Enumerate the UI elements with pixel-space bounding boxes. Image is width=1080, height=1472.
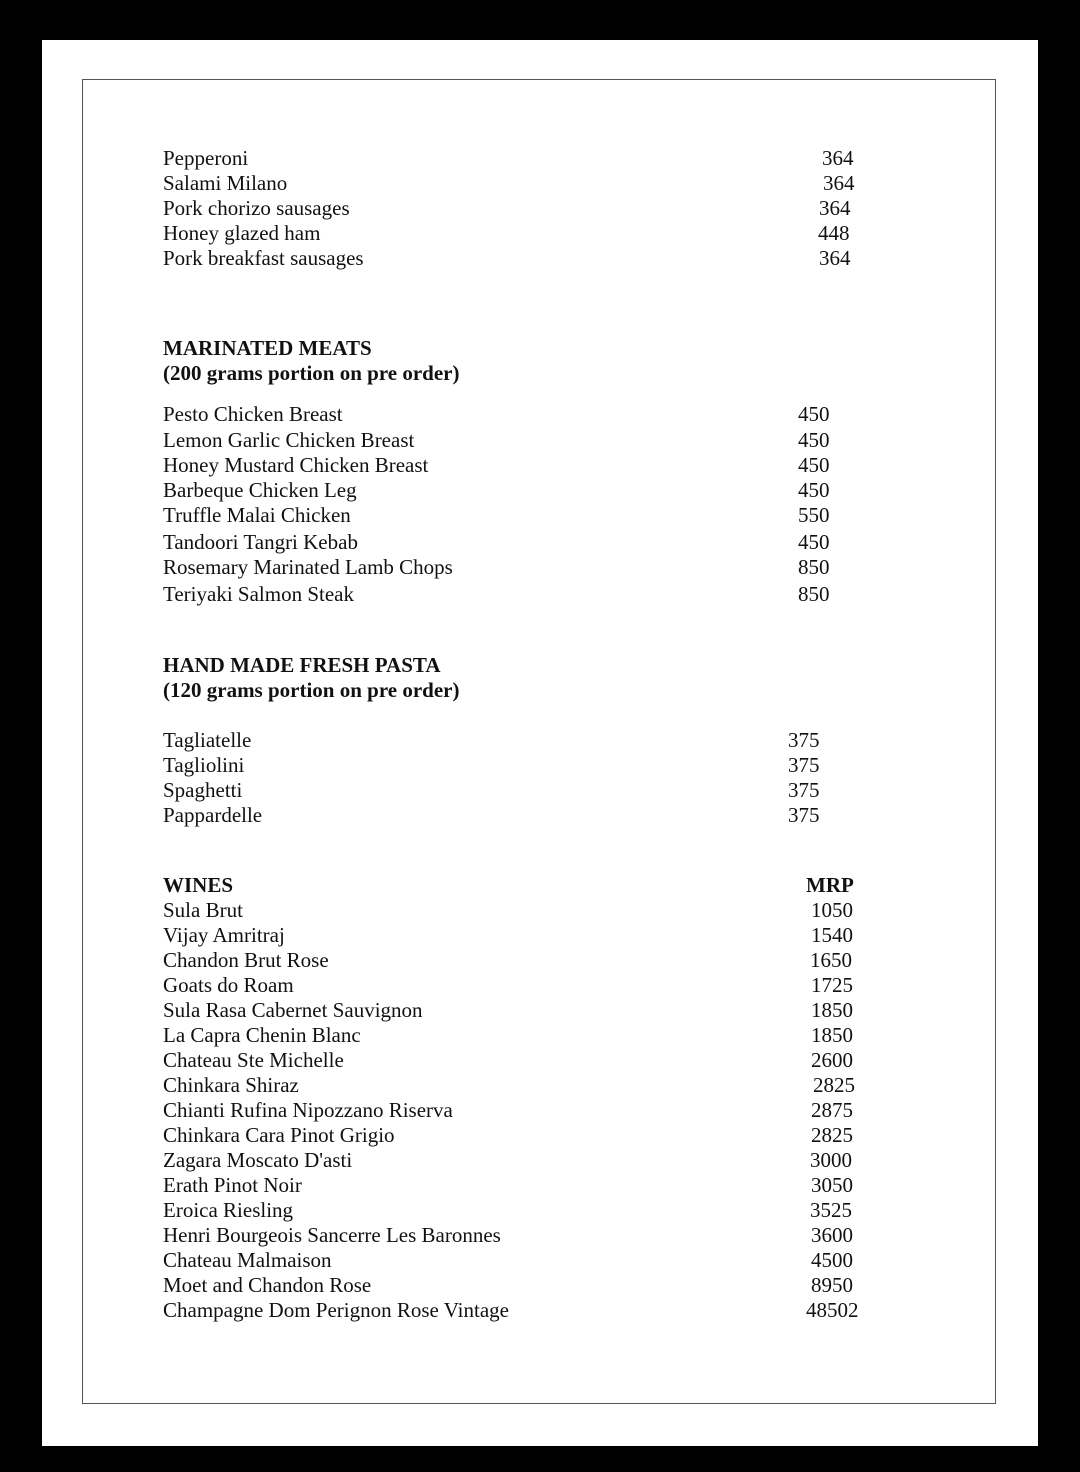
- menu-item-name: Moet and Chandon Rose: [163, 1273, 372, 1297]
- menu-item-price: 364: [819, 246, 851, 270]
- menu-item-name: Pork breakfast sausages: [163, 246, 364, 270]
- menu-item-name: Chateau Ste Michelle: [163, 1048, 344, 1072]
- menu-item-price: 364: [823, 171, 855, 195]
- menu-item-name: Tagliolini: [163, 753, 245, 777]
- section-title: HAND MADE FRESH PASTA: [163, 653, 441, 677]
- menu-item-name: Pork chorizo sausages: [163, 196, 350, 220]
- menu-item-price: 450: [798, 402, 830, 426]
- price-column-header: MRP: [806, 873, 854, 897]
- menu-item-price: 448: [818, 221, 850, 245]
- menu-item-name: Salami Milano: [163, 171, 288, 195]
- menu-item-name: Zagara Moscato D'asti: [163, 1148, 353, 1172]
- menu-item-name: Barbeque Chicken Leg: [163, 478, 357, 502]
- menu-item-name: Chandon Brut Rose: [163, 948, 329, 972]
- menu-item-name: Spaghetti: [163, 778, 243, 802]
- menu-item-price: 1050: [811, 898, 853, 922]
- section-subtitle: (120 grams portion on pre order): [163, 678, 460, 702]
- menu-item-price: 48502: [806, 1298, 859, 1322]
- menu-item-name: Erath Pinot Noir: [163, 1173, 302, 1197]
- menu-item-name: Chianti Rufina Nipozzano Riserva: [163, 1098, 453, 1122]
- menu-item-name: Chinkara Shiraz: [163, 1073, 299, 1097]
- menu-item-price: 375: [788, 728, 820, 752]
- menu-item-price: 1850: [811, 998, 853, 1022]
- menu-item-name: La Capra Chenin Blanc: [163, 1023, 361, 1047]
- menu-item-price: 3525: [810, 1198, 852, 1222]
- menu-item-price: 3600: [811, 1223, 853, 1247]
- menu-item-name: Sula Rasa Cabernet Sauvignon: [163, 998, 423, 1022]
- menu-item-price: 450: [798, 428, 830, 452]
- menu-item-name: Rosemary Marinated Lamb Chops: [163, 555, 453, 579]
- menu-item-name: Goats do Roam: [163, 973, 294, 997]
- menu-item-name: Tagliatelle: [163, 728, 252, 752]
- menu-item-price: 1850: [811, 1023, 853, 1047]
- menu-item-name: Pappardelle: [163, 803, 263, 827]
- menu-item-price: 450: [798, 478, 830, 502]
- menu-item-price: 450: [798, 453, 830, 477]
- menu-item-price: 364: [819, 196, 851, 220]
- menu-item-name: Teriyaki Salmon Steak: [163, 582, 354, 606]
- menu-item-name: Honey glazed ham: [163, 221, 321, 245]
- section-subtitle: (200 grams portion on pre order): [163, 361, 460, 385]
- menu-item-name: Pepperoni: [163, 146, 249, 170]
- menu-page: [42, 40, 1038, 1446]
- menu-item-name: Chinkara Cara Pinot Grigio: [163, 1123, 395, 1147]
- menu-item-price: 3050: [811, 1173, 853, 1197]
- menu-item-price: 850: [798, 582, 830, 606]
- menu-item-price: 4500: [811, 1248, 853, 1272]
- menu-item-name: Chateau Malmaison: [163, 1248, 332, 1272]
- menu-item-price: 375: [788, 753, 820, 777]
- menu-item-price: 3000: [810, 1148, 852, 1172]
- menu-item-price: 1650: [810, 948, 852, 972]
- menu-item-name: Truffle Malai Chicken: [163, 503, 351, 527]
- section-title: MARINATED MEATS: [163, 336, 372, 360]
- menu-item-price: 2875: [811, 1098, 853, 1122]
- menu-item-price: 450: [798, 530, 830, 554]
- menu-item-price: 2600: [811, 1048, 853, 1072]
- menu-item-price: 375: [788, 778, 820, 802]
- menu-item-price: 8950: [811, 1273, 853, 1297]
- menu-item-name: Pesto Chicken Breast: [163, 402, 343, 426]
- menu-item-name: Eroica Riesling: [163, 1198, 294, 1222]
- menu-item-price: 375: [788, 803, 820, 827]
- menu-item-price: 364: [822, 146, 854, 170]
- menu-item-price: 2825: [811, 1123, 853, 1147]
- menu-item-name: Honey Mustard Chicken Breast: [163, 453, 429, 477]
- menu-item-price: 550: [798, 503, 830, 527]
- menu-item-price: 1725: [811, 973, 853, 997]
- menu-item-name: Tandoori Tangri Kebab: [163, 530, 358, 554]
- menu-item-price: 2825: [813, 1073, 855, 1097]
- menu-item-price: 1540: [811, 923, 853, 947]
- menu-item-price: 850: [798, 555, 830, 579]
- menu-item-name: Lemon Garlic Chicken Breast: [163, 428, 415, 452]
- menu-item-name: Vijay Amritraj: [163, 923, 285, 947]
- menu-item-name: Sula Brut: [163, 898, 243, 922]
- section-title: WINES: [163, 873, 234, 897]
- menu-item-name: Champagne Dom Perignon Rose Vintage: [163, 1298, 509, 1322]
- menu-item-name: Henri Bourgeois Sancerre Les Baronnes: [163, 1223, 501, 1247]
